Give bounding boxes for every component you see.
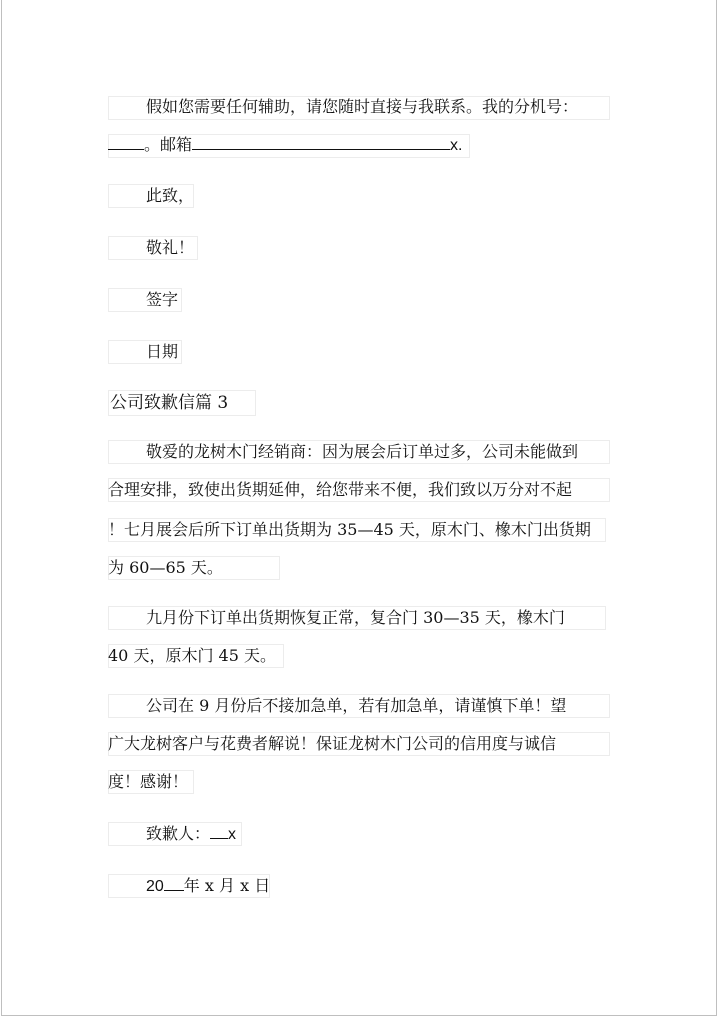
closing-greeting: 此致，	[146, 186, 195, 205]
date-year-prefix: 20	[146, 878, 164, 895]
paragraph-1-line: 合理安排，致使出货期延伸，给您带来不便，我们致以万分对不起	[108, 480, 573, 499]
paragraph-3-line: 公司在 9 月份后不接加急单，若有加急单，请谨慎下单！望	[146, 696, 567, 715]
paragraph-1-line: 敬爱的龙树木门经销商：因为展会后订单过多，公司未能做到	[146, 442, 579, 461]
apologizer-line	[146, 823, 236, 846]
paragraph-1-line: 为 60—65 天。	[108, 558, 223, 577]
contact-line-2	[108, 134, 462, 157]
paragraph-1-line: ！七月展会后所下订单出货期为 35—45 天，原木门、橡木门出货期	[108, 520, 591, 539]
apologizer-blank	[210, 824, 228, 839]
apologizer-label: 致歉人：	[146, 824, 211, 843]
closing-salute: 敬礼！	[146, 238, 195, 257]
email-blank	[192, 135, 450, 150]
paragraph-2-line: 九月份下订单出货期恢复正常，复合门 30—35 天，橡木门	[146, 608, 565, 627]
section-title: 公司致歉信篇 3	[110, 393, 229, 413]
date-label: 日期	[146, 342, 179, 361]
email-suffix: x.	[450, 137, 463, 154]
paragraph-3-line: 度！感谢！	[108, 772, 189, 791]
signature-label: 签字	[146, 290, 179, 309]
extension-blank	[108, 135, 144, 150]
apologizer-value: x	[228, 826, 237, 843]
paragraph-2-line: 40 天，原木门 45 天。	[108, 646, 276, 665]
email-label: 。邮箱	[144, 135, 193, 154]
date-rest: 年 x 月 x 日	[183, 876, 271, 895]
paragraph-3-line: 广大龙树客户与花费者解说！保证龙树木门公司的信用度与诚信	[108, 734, 557, 753]
letter-date	[146, 875, 270, 898]
contact-line-1: 假如您需要任何辅助，请您随时直接与我联系。我的分机号：	[146, 97, 579, 116]
date-year-blank	[164, 876, 184, 891]
